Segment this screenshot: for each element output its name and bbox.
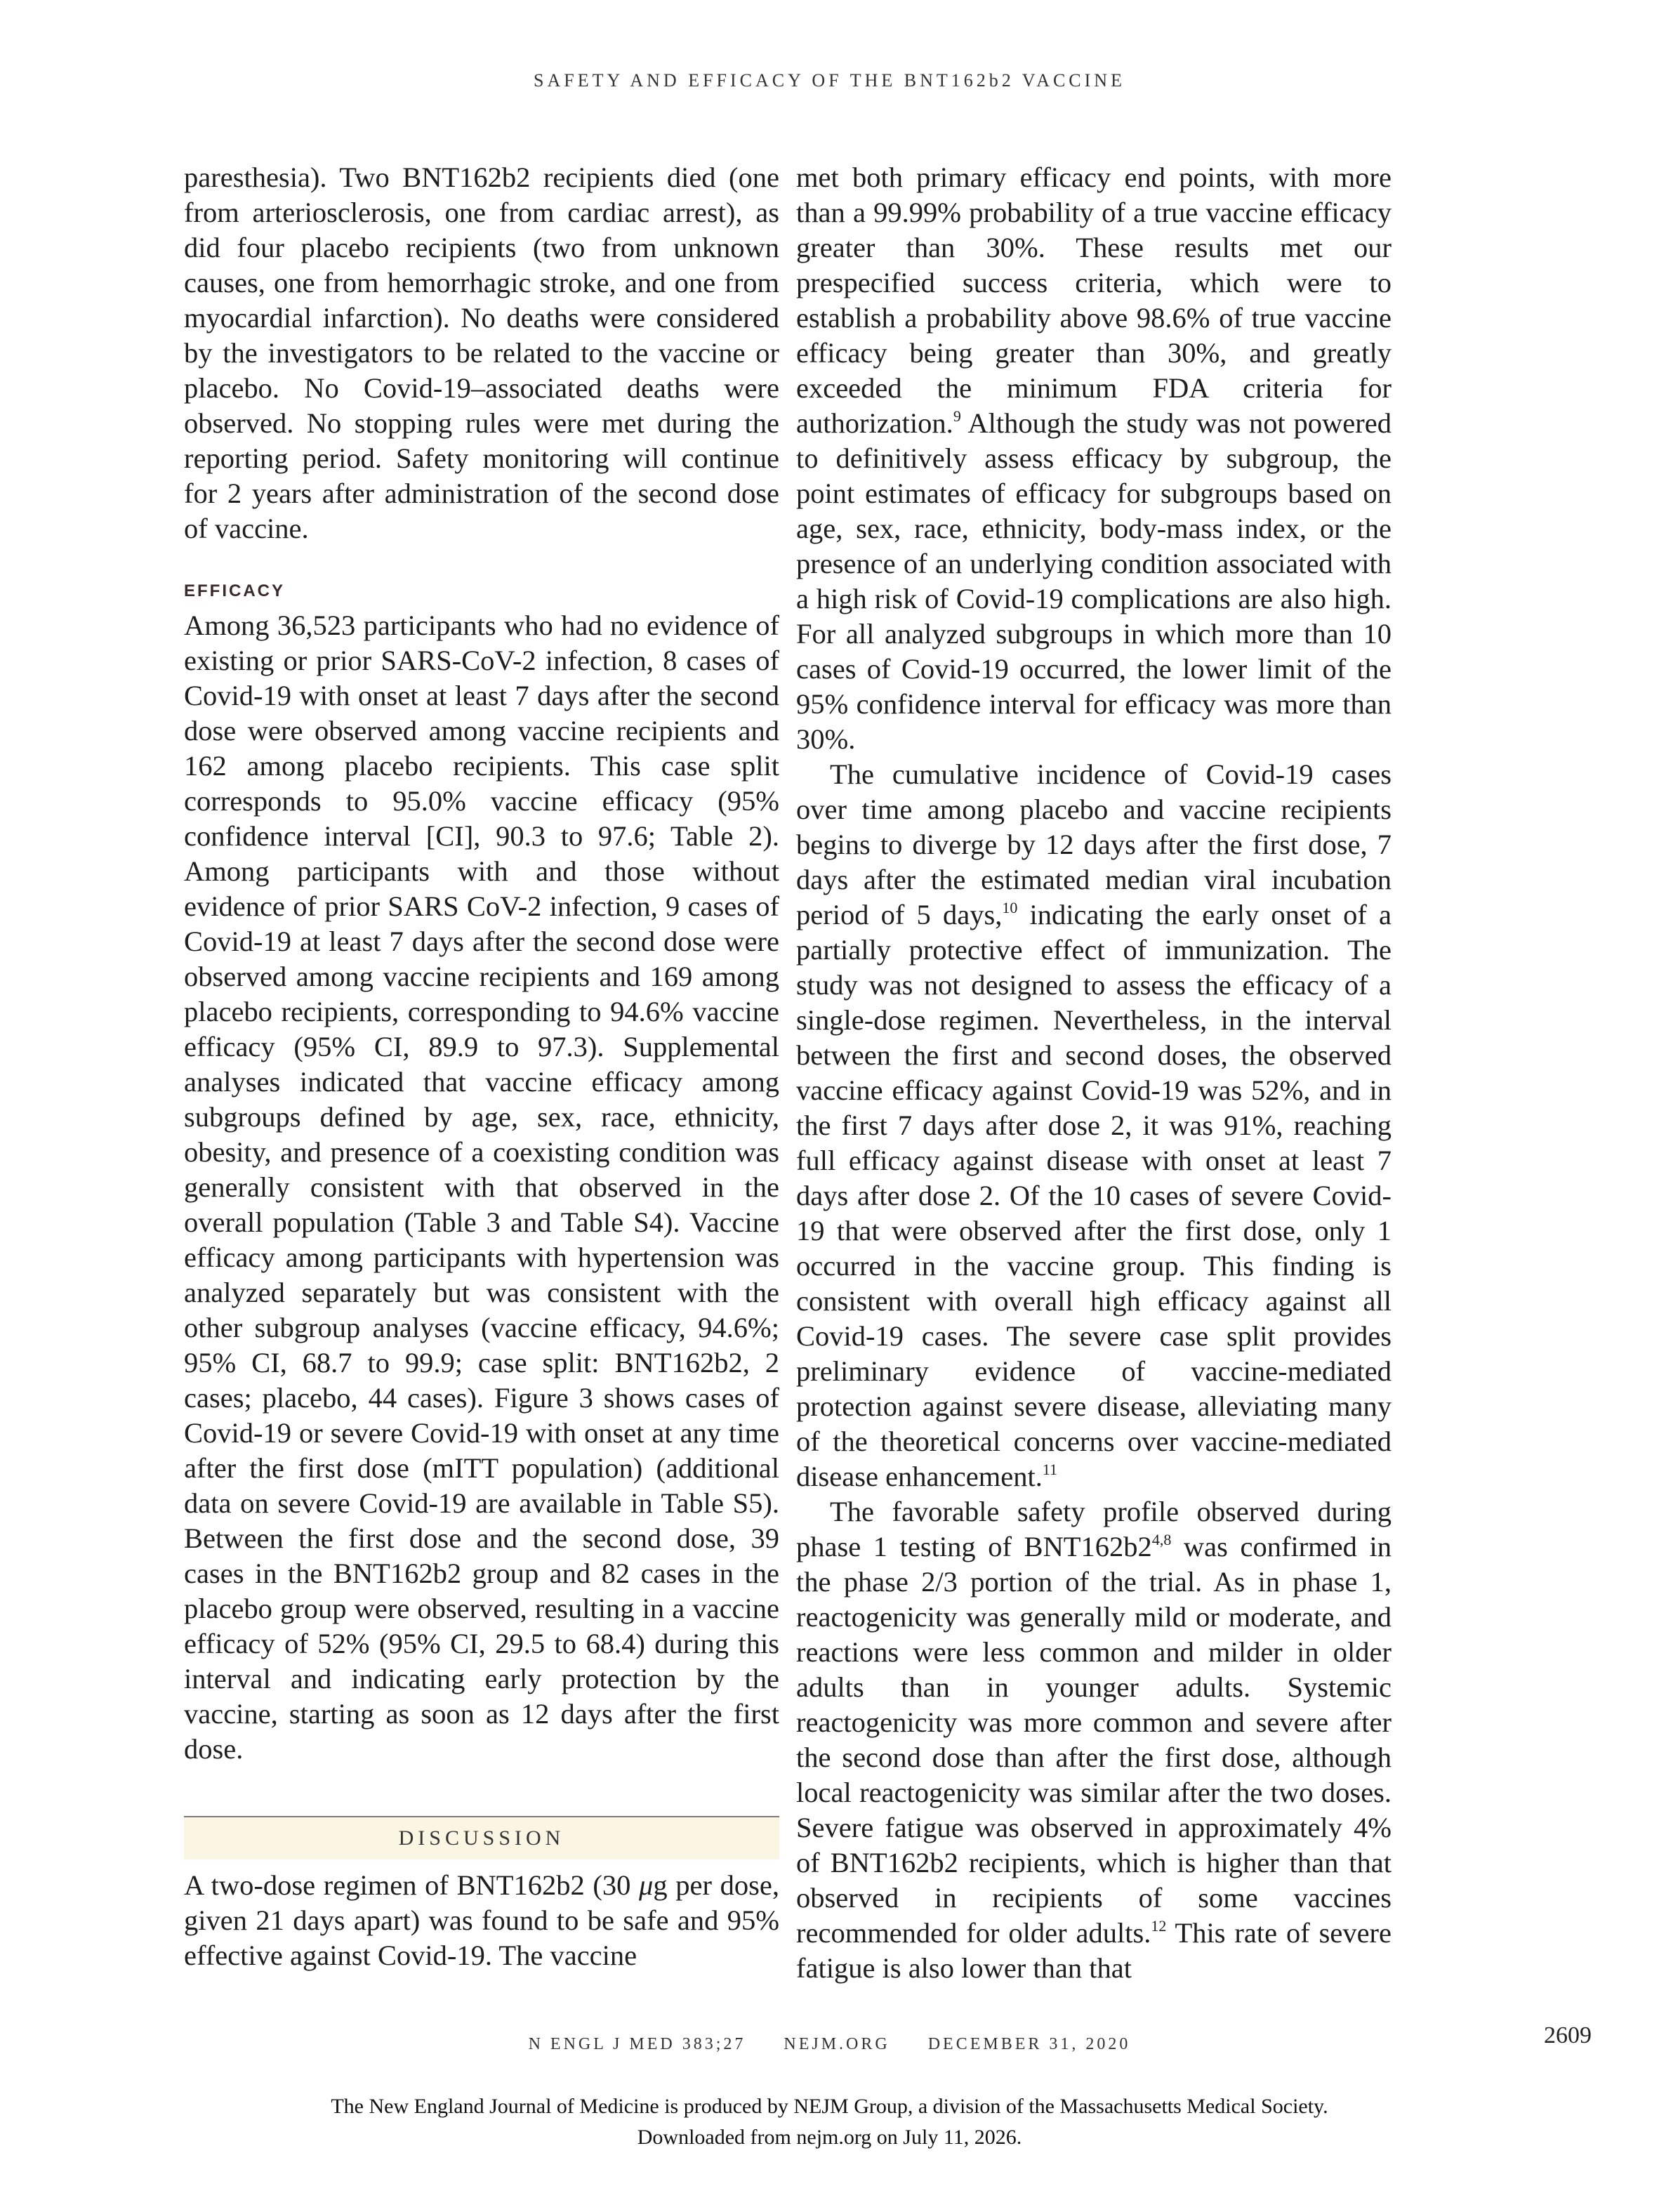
text: g per dose, given 21 days apart) was found to be safe and 95% effective against Covid-19. The vaccine: [184, 1869, 780, 1971]
paragraph-discussion-start: [184, 1868, 779, 1973]
paragraph-cumulative-incidence: [796, 757, 1392, 1494]
efficacy-heading: EFFICACY: [184, 581, 285, 600]
running-head: SAFETY AND EFFICACY OF THE BNT162b2 VACCINE: [534, 70, 1125, 91]
discussion-heading: DISCUSSION: [184, 1816, 779, 1859]
paragraph-safety-deaths: paresthesia). Two BNT162b2 recipients died (one from arteriosclerosis, one from cardiac arrest), as did four placebo recipients (two from unknown causes, one from hemorrhagic stroke, and one from myocardial infarction). No deaths were considered by the investigators to be related to the vaccine or placebo. No Covid-19–associated deaths were observed. No stopping rules were met during the reporting period. Safety monitoring will continue for 2 years after administration of the second dose of vaccine.: [184, 162, 779, 544]
notice-line-2: Downloaded from nejm.org on July 11, 2026.: [637, 2126, 1022, 2149]
footer-volume: N ENGL J MED 383;27: [528, 2035, 746, 2053]
footer-site: NEJM.ORG: [784, 2035, 890, 2053]
text: met both primary efficacy end points, with more than a 99.99% probability of a true vaccine efficacy greater than 30%. These results met our prespecified success criteria, which were to establish a probability above 98.6% of true vaccine efficacy being greater than 30%, and greatly exceeded the minimum FDA criteria for authorization.: [796, 162, 1392, 439]
text: The favorable safety profile observed during phase 1 testing of BNT162b2: [796, 1496, 1392, 1562]
reference-superscript: 9: [953, 407, 961, 425]
reference-superscript: 4,8: [1151, 1531, 1172, 1548]
left-column: [184, 160, 779, 1973]
text: was confirmed in the phase 2/3 portion of the trial. As in phase 1, reactogenicity was generally mild or moderate, and reactions were less common and milder in older adults than in younger adults. Systemic reactogenicity was more common and severe after the second dose than after the first dose, although local reactogenicity was similar after the two doses. Severe fatigue was observed in approximately 4% of BNT162b2 recipients, which is higher than that observed in recipients of some vaccines recommended for older adults.: [796, 1531, 1392, 1949]
text: Although the study was not powered to definitively assess efficacy by subgroup, the point estimates of efficacy for subgroups based on age, sex, race, ethnicity, body-mass index, or the presence of an underlying condition associated with a high risk of Covid-19 complications are also high. For all analyzed subgroups in which more than 10 cases of Covid-19 occurred, the lower limit of the 95% confidence interval for efficacy was more than 30%.: [796, 407, 1392, 755]
text: This rate of severe fatigue is also lower than that: [796, 1917, 1392, 1984]
paragraph-safety-profile: [796, 1494, 1392, 1986]
page-number: 2609: [1544, 2022, 1592, 2048]
right-column: [796, 160, 1392, 1986]
journal-footer: [0, 2035, 1659, 2054]
text: indicating the early onset of a partially protective effect of immunization. The study was not designed to assess the efficacy of a single-dose regimen. Nevertheless, in the interval between the first and second doses, the observed vaccine efficacy against Covid-19 was 52%, and in the first 7 days after dose 2, it was 91%, reaching full efficacy against disease with onset at least 7 days after dose 2. Of the 10 cases of severe Covid-19 that were observed after the first dose, only 1 occurred in the vaccine group. This finding is consistent with overall high efficacy against all Covid-19 cases. The severe case split provides preliminary evidence of vaccine-mediated protection against severe disease, alleviating many of the theoretical concerns over vaccine-mediated disease enhancement.: [796, 899, 1392, 1492]
text: A two-dose regimen of BNT162b2 (30: [184, 1869, 640, 1901]
footer-date: DECEMBER 31, 2020: [927, 2035, 1131, 2053]
text: The cumulative incidence of Covid-19 cases over time among placebo and vaccine recipients begins to diverge by 12 days after the first dose, 7 days after the estimated median viral incubation period of 5 days,: [796, 758, 1392, 930]
mu-symbol: μ: [639, 1869, 654, 1901]
reference-superscript: 11: [1042, 1461, 1058, 1478]
download-notice: [0, 2091, 1659, 2153]
paragraph-primary-endpoints: [796, 160, 1392, 757]
reference-superscript: 12: [1151, 1917, 1167, 1935]
notice-line-1: The New England Journal of Medicine is produced by NEJM Group, a division of the Massachusetts Medical Society.: [331, 2095, 1328, 2118]
reference-superscript: 10: [1002, 899, 1018, 916]
paragraph-efficacy: Among 36,523 participants who had no evidence of existing or prior SARS-CoV-2 infection, 8 cases of Covid-19 with onset at least 7 days after the second dose were observed among vaccine recipients and 162 among placebo recipients. This case split corresponds to 95.0% vaccine efficacy (95% confidence interval [CI], 90.3 to 97.6; Table 2). Among participants with and those without evidence of prior SARS CoV-2 infection, 9 cases of Covid-19 at least 7 days after the second dose were observed among vaccine recipients and 169 among placebo recipients, corresponding to 94.6% vaccine efficacy (95% CI, 89.9 to 97.3). Supplemental analyses indicated that vaccine efficacy among subgroups defined by age, sex, race, ethnicity, obesity, and presence of a coexisting condition was generally consistent with that observed in the overall population (Table 3 and Table S4). Vaccine efficacy among participants with hypertension was analyzed separately but was consistent with the other subgroup analyses (vaccine efficacy, 94.6%; 95% CI, 68.7 to 99.9; case split: BNT162b2, 2 cases; placebo, 44 cases). Figure 3 shows cases of Covid-19 or severe Covid-19 with onset at any time after the first dose (mITT population) (additional data on severe Covid-19 are available in Table S5). Between the first dose and the second dose, 39 cases in the BNT162b2 group and 82 cases in the placebo group were observed, resulting in a vaccine efficacy of 52% (95% CI, 29.5 to 68.4) during this interval and indicating early protection by the vaccine, starting as soon as 12 days after the first dose.: [184, 610, 779, 1765]
